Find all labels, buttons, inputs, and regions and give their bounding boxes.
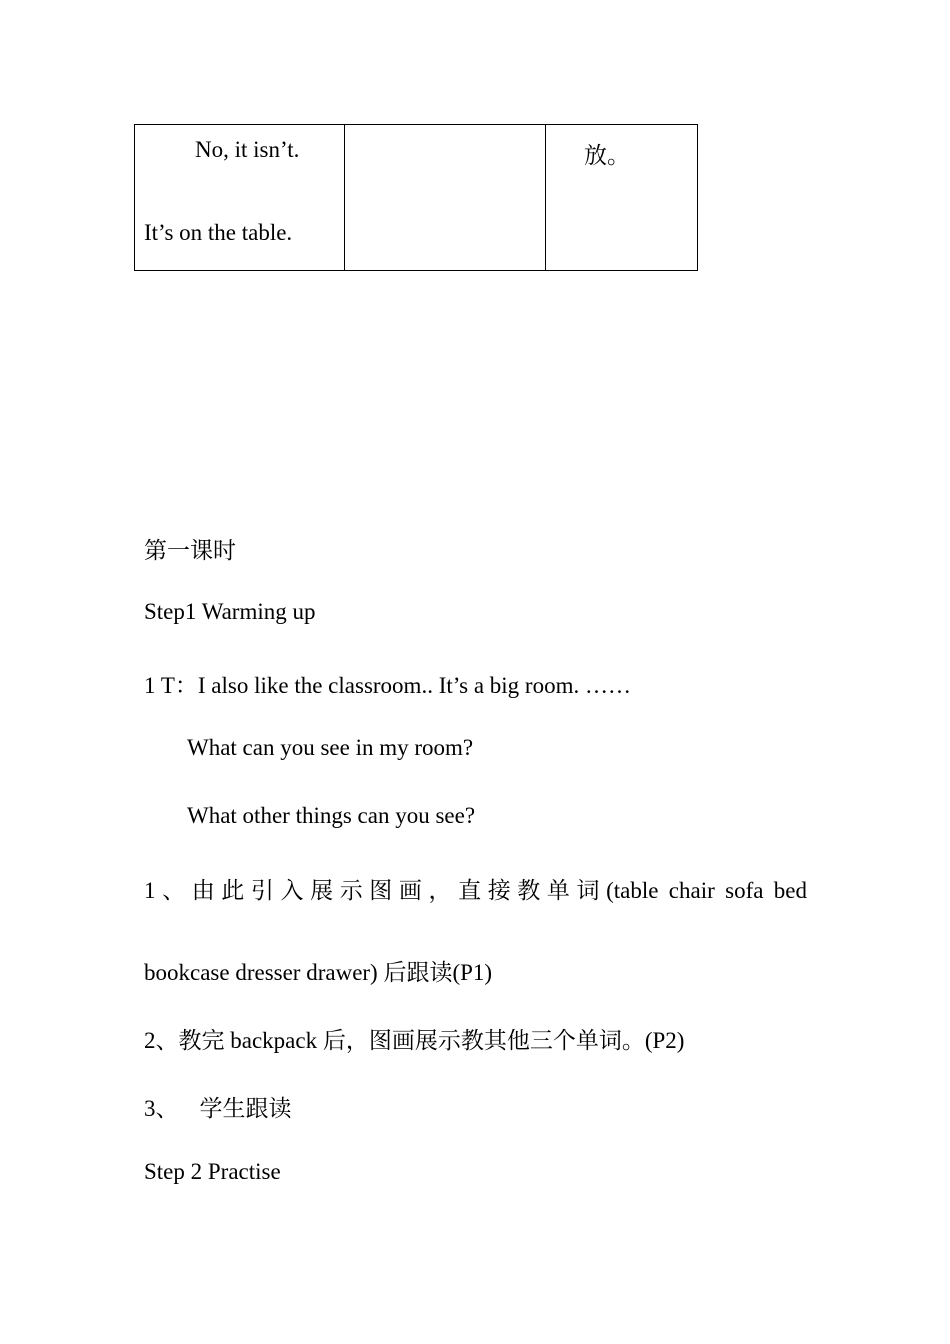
question-1: What can you see in my room? [187, 735, 474, 760]
item-1-chinese: 1、由此引入展示图画，直接教单词 [144, 878, 607, 903]
lesson-table [134, 124, 698, 271]
step1-heading: Step1 Warming up [144, 599, 316, 624]
table-cell-sentences [135, 125, 345, 271]
item-3-text: 学生跟读 [199, 1096, 292, 1121]
item-1-english: (table chair sofa bed [606, 878, 807, 903]
item-1-line [144, 872, 807, 905]
cell-note-text: 放。 [584, 143, 630, 168]
item-2: 2、教完 backpack 后，图画展示教其他三个单词。(P2) [144, 1028, 685, 1053]
item-1-continuation: bookcase dresser drawer) 后跟读(P1) [144, 960, 493, 985]
table-row [135, 125, 698, 271]
question-2: What other things can you see? [187, 803, 476, 828]
item-3 [144, 1090, 292, 1123]
cell-answer-line: No, it isn’t. [195, 137, 300, 162]
period-title: 第一课时 [144, 538, 236, 563]
table-cell-empty [345, 125, 546, 271]
step2-heading: Step 2 Practise [144, 1159, 281, 1184]
cell-location-line: It’s on the table. [144, 220, 293, 245]
teacher-line: 1 T：I also like the classroom.. It’s a big room. …… [144, 673, 631, 698]
table-cell-note [546, 125, 698, 271]
item-3-number: 3、 [144, 1096, 179, 1121]
